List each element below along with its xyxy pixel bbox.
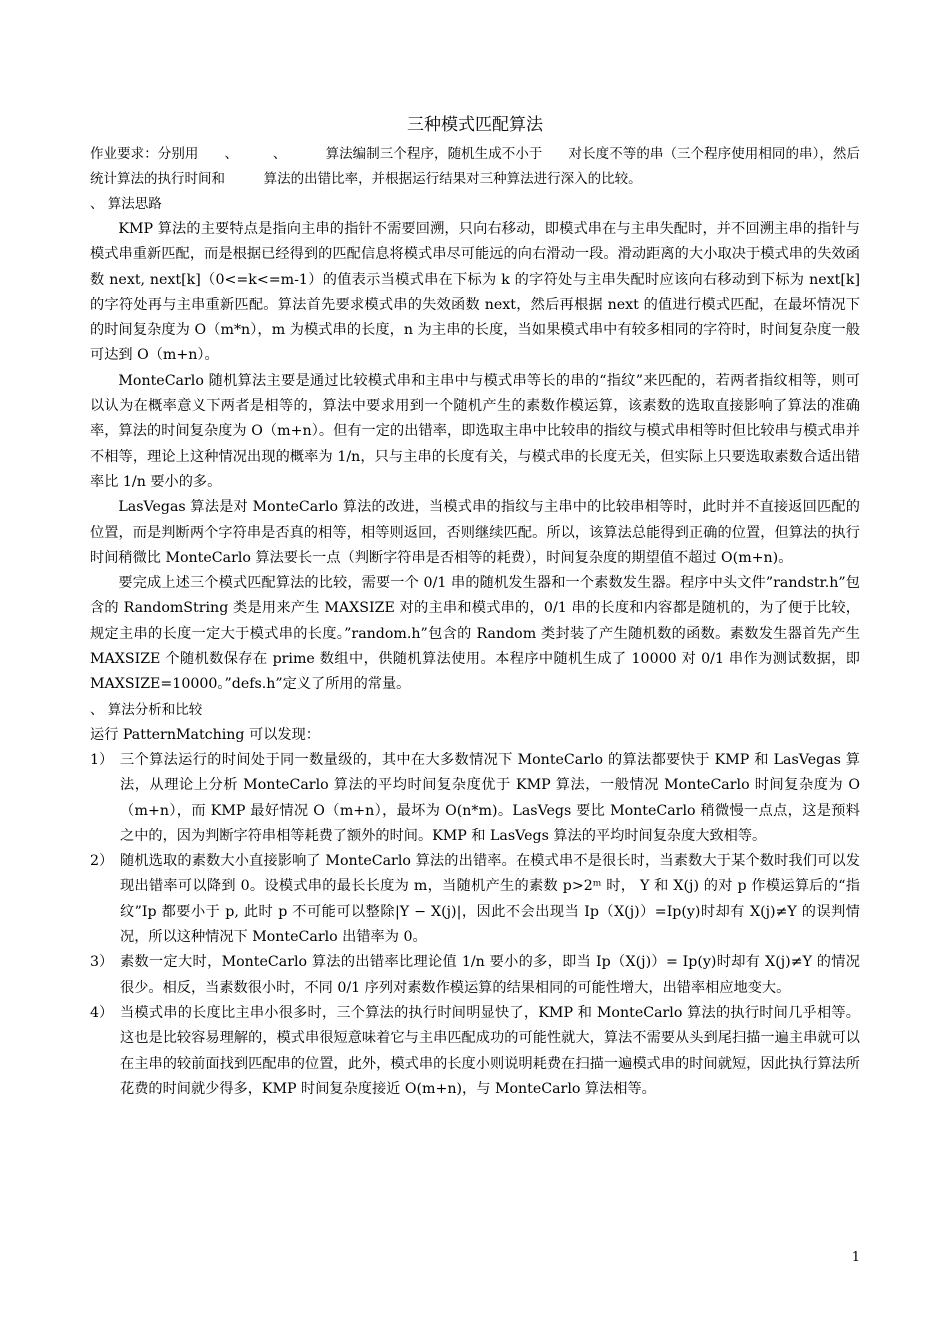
assignment-requirement: 作业要求：分别用 、 、 算法编制三个程序，随机生成不小于 对长度不等的串（三个程序使用相同的串），然后统计算法的执行时间和 算法的出错比率，并根据运行结果对三种算法进行深入的比较。: [90, 146, 860, 187]
list-item: [90, 748, 860, 849]
list-item-text: 随机选取的素数大小直接影响了 MonteCarlo 算法的出错率。在模式串不是很长时，当素数大于某个数时我们可以发现出错率可以降到 0。设模式串的最长长度为 m，当随机产生的素数 p>2ᵐ 时， Y 和 X(j) 的对 p 作模运算后的“指纹”Ip 都要小于 p, 此时 p 不可能可以整除|Y − X(j)|，因此不会出现当 Ip（X(j)）=Ip(y)时却有 X(j)≠Y 的误判情况，所以这种情况下 MonteCarlo 出错率为 0。: [120, 853, 860, 946]
analysis-list: [90, 748, 860, 1102]
section-heading-algorithm-ideas: 、 算法思路: [90, 196, 162, 212]
document-title: 三种模式匹配算法: [407, 115, 543, 135]
list-item-number: 1）: [90, 751, 114, 768]
list-item-text: 当模式串的长度比主串小很多时，三个算法的执行时间明显快了，KMP 和 MonteCarlo 算法的执行时间几乎相等。这也是比较容易理解的，模式串很短意味着它与主串匹配成功的可能性就大，算法不需要从头到尾扫描一遍主串就可以在主串的较前面找到匹配串的位置，此外，模式串的长度小则说明耗费在扫描一遍模式串的时间就短，因此执行算法所花费的时间就少得多，KMP 时间复杂度接近 O(m+n)，与 MonteCarlo 算法相等。: [120, 1004, 860, 1097]
section-heading-analysis: 、 算法分析和比较: [90, 701, 203, 718]
list-item: [90, 849, 860, 950]
document-body: [90, 112, 860, 1102]
list-item-number: 3）: [90, 954, 114, 971]
list-item-number: 2）: [90, 853, 114, 870]
paragraph-montecarlo: MonteCarlo 随机算法主要是通过比较模式串和主串中与模式串等长的串的“指纹”来匹配的，若两者指纹相等，则可以认为在概率意义下两者是相等的，算法中要求用到一个随机产生的素数作模运算，该素数的选取直接影响了算法的准确率，算法的时间复杂度为 O（m+n）。但有一定的出错率，即选取主串中比较串的指纹与模式串相等时但比较串与模式串并不相等，理论上这种情况出现的概率为 1/n，只与主串的长度有关，与模式串的长度无关，但实际上只要选取素数合适出错率比 1/n 要小的多。: [90, 372, 860, 490]
list-item: [90, 1001, 860, 1102]
list-item-number: 4）: [90, 1004, 114, 1021]
paragraph-lasvegas: LasVegas 算法是对 MonteCarlo 算法的改进，当模式串的指纹与主串中的比较串相等时，此时并不直接返回匹配的位置，而是判断两个字符串是否真的相等，相等则返回，否则继续匹配。所以，该算法总能得到正确的位置，但算法的执行时间稍微比 MonteCarlo 算法要长一点（判断字符串是否相等的耗费），时间复杂度的期望值不超过 O(m+n)。: [90, 499, 860, 566]
list-item-text: 三个算法运行的时间处于同一数量级的，其中在大多数情况下 MonteCarlo 的算法都要快于 KMP 和 LasVegas 算法，从理论上分析 MonteCarlo 算法的平均时间复杂度优于 KMP 算法，一般情况 MonteCarlo 时间复杂度为 O（m+n），而 KMP 最好情况 O（m+n），最坏为 O(n*m)。LasVegs 要比 MonteCarlo 稍微慢一点点，这是预料之中的，因为判断字符串相等耗费了额外的时间。KMP 和 LasVegs 算法的平均时间复杂度大致相等。: [120, 751, 860, 844]
list-item-text: 素数一定大时，MonteCarlo 算法的出错率比理论值 1/n 要小的多，即当 Ip（X(j)）= Ip(y)时却有 X(j)≠Y 的情况很少。相反，当素数很小时，不同 0/1 序列对素数作模运算的结果相同的可能性增大，出错率相应地变大。: [120, 954, 860, 996]
page-number: 1: [851, 1250, 860, 1265]
analysis-intro: 运行 PatternMatching 可以发现：: [90, 726, 320, 743]
paragraph-kmp: KMP 算法的主要特点是指向主串的指针不需要回溯，只向右移动，即模式串在与主串失配时，并不回溯主串的指针与模式串重新匹配，而是根据已经得到的匹配信息将模式串尽可能远的向右滑动一段。滑动距离的大小取决于模式串的失效函数 next, next[k]（0<=k<=m-1）的值表示当模式串在下标为 k 的字符处与主串失配时应该向右移动到下标为 next[k]的字符处再与主串重新匹配。算法首先要求模式串的失效函数 next，然后再根据 next 的值进行模式匹配，在最坏情况下的时间复杂度为 O（m*n），m 为模式串的长度，n 为主串的长度，当如果模式串中有较多相同的字符时，时间复杂度一般可达到 O（m+n）。: [90, 221, 860, 364]
paragraph-implementation: 要完成上述三个模式匹配算法的比较，需要一个 0/1 串的随机发生器和一个素数发生器。程序中头文件”randstr.h”包含的 RandomString 类是用来产生 MAXSIZE 对的主串和模式串的，0/1 串的长度和内容都是随机的，为了便于比较，规定主串的长度一定大于模式串的长度。”random.h”包含的 Random 类封装了产生随机数的函数。素数发生器首先产生 MAXSIZE 个随机数保存在 prime 数组中，供随机算法使用。本程序中随机生成了 10000 对 0/1 串作为测试数据，即 MAXSIZE=10000。”defs.h”定义了所用的常量。: [90, 575, 860, 693]
list-item: [90, 950, 860, 1001]
